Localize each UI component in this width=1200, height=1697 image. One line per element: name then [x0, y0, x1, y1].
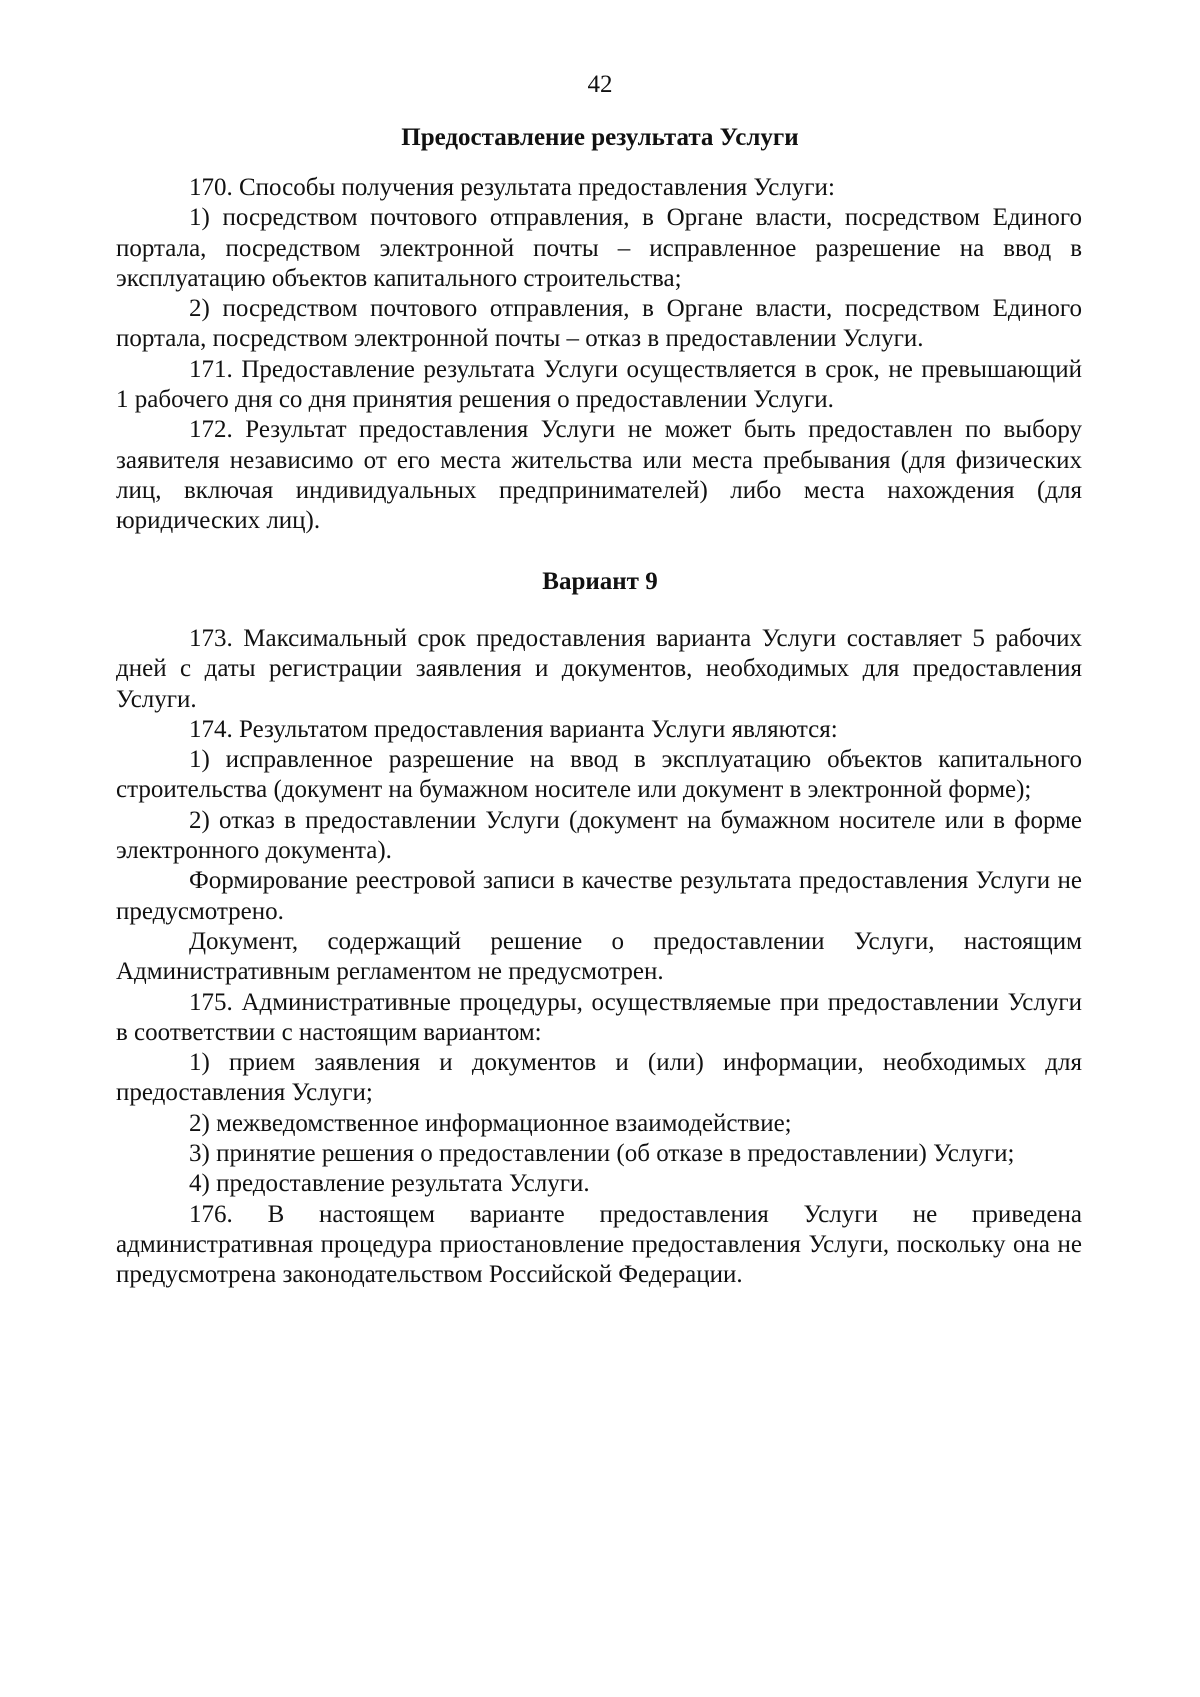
- paragraph-176: 176. В настоящем варианте предоставления Услуги не приведена административная процедура приостановление предоставления Услуги, поскольку она не предусмотрена законодательством Российской Федерации.: [116, 1200, 1082, 1289]
- paragraph-registry-record: Формирование реестровой записи в качестве результата предоставления Услуги не предусмотрено.: [116, 867, 1082, 925]
- paragraph-175-item-3: 3) принятие решения о предоставлении (об отказе в предоставлении) Услуги;: [189, 1140, 1015, 1168]
- paragraph-170: 170. Способы получения результата предоставления Услуги:: [189, 174, 835, 201]
- paragraph-173: 173. Максимальный срок предоставления варианта Услуги составляет 5 рабочих дней с даты регистрации заявления и документов, необходимых для предоставления Услуги.: [116, 625, 1082, 713]
- paragraph-174: 174. Результатом предоставления варианта Услуги являются:: [189, 715, 838, 743]
- section-heading-result-provision: Предоставление результата Услуги: [401, 124, 799, 151]
- paragraph-170-item-1: 1) посредством почтового отправления, в Органе власти, посредством Единого портала, посредством электронной почты – исправленное разрешение на ввод в эксплуатацию объектов капитального строительства;: [116, 204, 1082, 292]
- section-heading-variant-9: Вариант 9: [542, 568, 658, 595]
- paragraph-decision-document: Документ, содержащий решение о предоставлении Услуги, настоящим Административным регламентом не предусмотрен.: [116, 927, 1082, 986]
- paragraph-175-item-2: 2) межведомственное информационное взаимодействие;: [189, 1109, 792, 1137]
- paragraph-175-item-4: 4) предоставление результата Услуги.: [189, 1170, 590, 1198]
- paragraph-174-item-2: 2) отказ в предоставлении Услуги (документ на бумажном носителе или в форме электронного документа).: [116, 806, 1082, 865]
- page-number: 42: [587, 71, 613, 98]
- section-result-provision-body: [116, 173, 1082, 537]
- paragraph-174-item-1: 1) исправленное разрешение на ввод в эксплуатацию объектов капитального строительства (документ на бумажном носителе или документ в электронной форме);: [116, 746, 1082, 804]
- paragraph-175: 175. Административные процедуры, осуществляемые при предоставлении Услуги в соответствии с настоящим вариантом:: [116, 988, 1082, 1046]
- section-variant-9-body: [116, 624, 1082, 1291]
- paragraph-175-item-1: 1) прием заявления и документов и (или) информации, необходимых для предоставления Услуги;: [116, 1049, 1082, 1107]
- paragraph-170-item-2: 2) посредством почтового отправления, в Органе власти, посредством Единого портала, посредством электронной почты – отказ в предоставлении Услуги.: [116, 295, 1082, 353]
- paragraph-172: 172. Результат предоставления Услуги не может быть предоставлен по выбору заявителя независимо от его места жительства или места пребывания (для физических лиц, включая индивидуальных предпринимателей) либо места нахождения (для юридических лиц).: [116, 416, 1082, 535]
- paragraph-171: 171. Предоставление результата Услуги осуществляется в срок, не превышающий 1 рабочего дня со дня принятия решения о предоставлении Услуги.: [116, 355, 1082, 414]
